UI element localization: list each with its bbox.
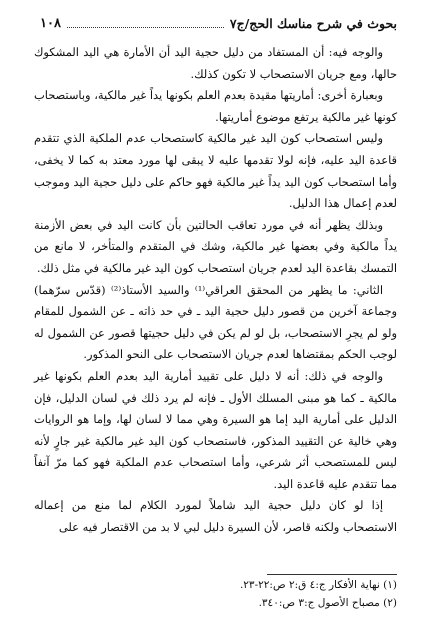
footnotes	[34, 576, 397, 612]
paragraph: إذا لو كان دليل حجية اليد شاملاً لمورد الكلام لما منع من إعماله الاستصحاب ولكنه قاصر، لأن السيرة دليل لبي لا بد من الاقتصار فيه على	[34, 498, 397, 535]
paragraph: وبذلك يظهر أنه في مورد تعاقب الحالتين بأن كانت اليد في بعض الأزمنة يداً مالكية وفي بعضها غير مالكية، وشك في المتقدم والمتأخر، لا مانع من التمسك بقاعدة اليد لعدم جريان استصحاب كون اليد غير مالكية في مثل ذلك.	[34, 217, 397, 275]
running-title: بحوث في شرح مناسك الحج/ج٧	[229, 15, 397, 31]
page-number: ١٠٨	[40, 15, 61, 31]
footnote: (١) نهاية الأفكار ج:٤ ق:٢ ص:٢٢-٢٣.	[239, 579, 397, 591]
page-header	[40, 12, 397, 34]
paragraph: وليس استصحاب كون اليد غير مالكية كاستصحاب عدم الملكية الذي تتقدم قاعدة اليد عليه، فإنه لولا تقدمها عليه لا يبقى لها مورد معتد به كما لا يخفى، وأما استصحاب كون اليد يداً غير مالكية فهو حاكم على دليل حجية اليد وموجب لعدم إعمال هذا الدليل.	[34, 131, 397, 211]
paragraph: والوجه فيه: أن المستفاد من دليل حجية اليد أن الأمارة هي اليد المشكوك حالها، ومع جريان الاستصحاب لا تكون كذلك.	[34, 45, 397, 81]
paragraph: وبعبارة أخرى: أماريتها مقيدة بعدم العلم بكونها يداً غير مالكية، وباستصحاب كونها غير مالكية يرتفع موضوع أماريتها.	[34, 88, 397, 124]
body-text	[34, 42, 397, 539]
footnote-separator	[267, 574, 397, 575]
paragraph: الثاني: ما يظهر من المحقق العراقي⁽¹⁾ والسيد الأستاذ⁽²⁾ (قدّس سرّهما) وجماعة آخرين من قصور دليل حجية اليد ـ في حد ذاته ـ عن الشمول للمقام ولو لم يجرِ الاستصحاب، بل لو لم يكن في دليل حجيتها قصور عن الشمول له لوجب الحكم بمقتضاها لعدم جريان الاستصحاب على النحو المذكور.	[34, 282, 397, 362]
header-dot-leader	[67, 19, 224, 28]
footnote: (٢) مصباح الأصول ج:٣ ص:٣٤٠.	[258, 597, 397, 609]
paragraph: والوجه في ذلك: أنه لا دليل على تقييد أمارية اليد بعدم العلم بكونها غير مالكية ـ كما هو مبنى المسلك الأول ـ فإنه لم يرد ذلك في لسان الدليل، فإن الدليل على أمارية اليد إما هو السيرة وهي مما لا لسان لها، وإما هو الروايات وهي خالية عن التقييد المذكور، فاستصحاب كون اليد غير مالكية غير جارٍ لأنه ليس للمستصحب أثر شرعي، وأما استصحاب عدم الملكية فهو كما مرّ آنفاً مما تتقدم عليه قاعدة اليد.	[34, 368, 397, 491]
